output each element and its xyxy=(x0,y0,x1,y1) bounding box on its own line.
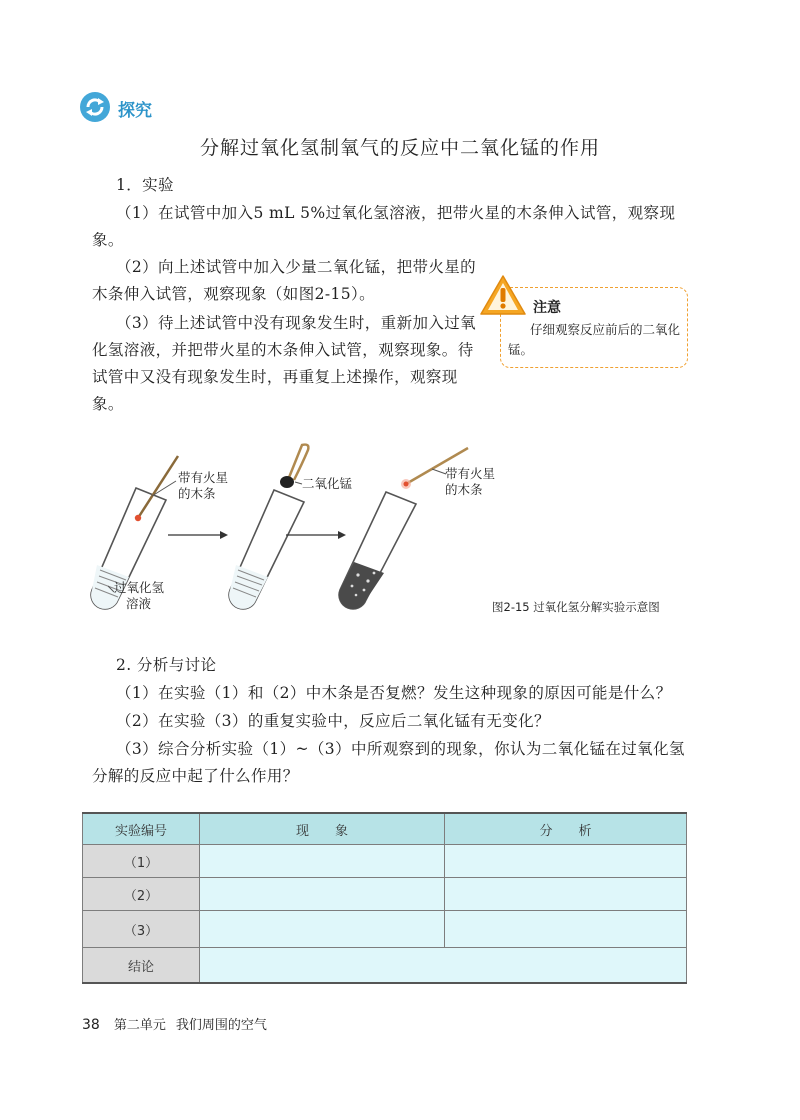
header-phenomenon: 现 象 xyxy=(200,813,445,845)
row-label-1: （1） xyxy=(83,845,200,878)
phenomenon-cell-2[interactable] xyxy=(200,878,445,911)
footer-chapter: 我们周围的空气 xyxy=(175,1018,267,1033)
phenomenon-cell-3[interactable] xyxy=(200,911,445,948)
note-text: 仔细观察反应前后的二氧化锰。 xyxy=(508,322,681,357)
header-analysis: 分 析 xyxy=(445,813,687,845)
warning-icon xyxy=(478,273,528,321)
row-label-conclusion: 结论 xyxy=(83,948,200,984)
page-number: 38 xyxy=(82,1017,100,1033)
row-label-3: （3） xyxy=(83,911,200,948)
table-row xyxy=(83,845,687,878)
page-title: 分解过氧化氢制氧气的反应中二氧化锰的作用 xyxy=(199,137,600,159)
test-tube-2 xyxy=(229,445,308,609)
analysis-cell-3[interactable] xyxy=(445,911,687,948)
section2-heading: 2. 分析与讨论 xyxy=(116,656,217,674)
phenomenon-cell-1[interactable] xyxy=(200,845,445,878)
table-row xyxy=(83,878,687,911)
page-footer xyxy=(82,1014,267,1033)
row-label-2: （2） xyxy=(83,878,200,911)
question-1: （1）在实验（1）和（2）中木条是否复燃？发生这种现象的原因可能是什么？ xyxy=(116,684,672,702)
section-badge-label: 探究 xyxy=(118,101,152,121)
question-2: （2）在实验（3）的重复实验中，反应后二氧化锰有无变化？ xyxy=(116,712,550,730)
experiment-step-1: （1）在试管中加入5 mL 5%过氧化氢溶液，把带火星的木条伸入试管，观察现象。 xyxy=(92,204,676,249)
recycle-arrows-icon xyxy=(80,92,110,122)
experiment-table xyxy=(82,812,687,984)
analysis-cell-2[interactable] xyxy=(445,878,687,911)
footer-unit: 第二单元 xyxy=(113,1018,166,1033)
label-splint-1a: 带有火星 xyxy=(178,470,229,485)
figure-caption: 图2-15 过氧化氢分解实验示意图 xyxy=(492,600,660,614)
label-splint-3b: 的木条 xyxy=(445,482,483,497)
analysis-cell-1[interactable] xyxy=(445,845,687,878)
note-title: 注意 xyxy=(533,300,561,316)
label-mno2: 二氧化锰 xyxy=(302,476,353,491)
table-row xyxy=(83,911,687,948)
label-solution-a: 过氧化氢 xyxy=(114,580,165,595)
label-solution-b: 溶液 xyxy=(126,596,152,611)
experiment-step-2: （2）向上述试管中加入少量二氧化锰，把带火星的木条伸入试管，观察现象（如图2-15）。 xyxy=(92,258,477,303)
conclusion-cell[interactable] xyxy=(200,948,687,984)
table-row xyxy=(83,948,687,984)
experiment-step-3: （3）待上述试管中没有现象发生时，重新加入过氧化氢溶液，并把带火星的木条伸入试管，观察现象。待试管中又没有现象发生时，再重复上述操作，观察现象。 xyxy=(92,314,477,413)
label-splint-1b: 的木条 xyxy=(178,486,216,501)
question-3: （3）综合分析实验（1）~（3）中所观察到的现象，你认为二氧化锰在过氧化氢分解的反应中起了什么作用？ xyxy=(92,740,685,785)
label-splint-3a: 带有火星 xyxy=(445,466,496,481)
table-header-row xyxy=(83,813,687,845)
header-experiment-id: 实验编号 xyxy=(83,813,200,845)
section1-heading: 1．实验 xyxy=(116,176,174,194)
